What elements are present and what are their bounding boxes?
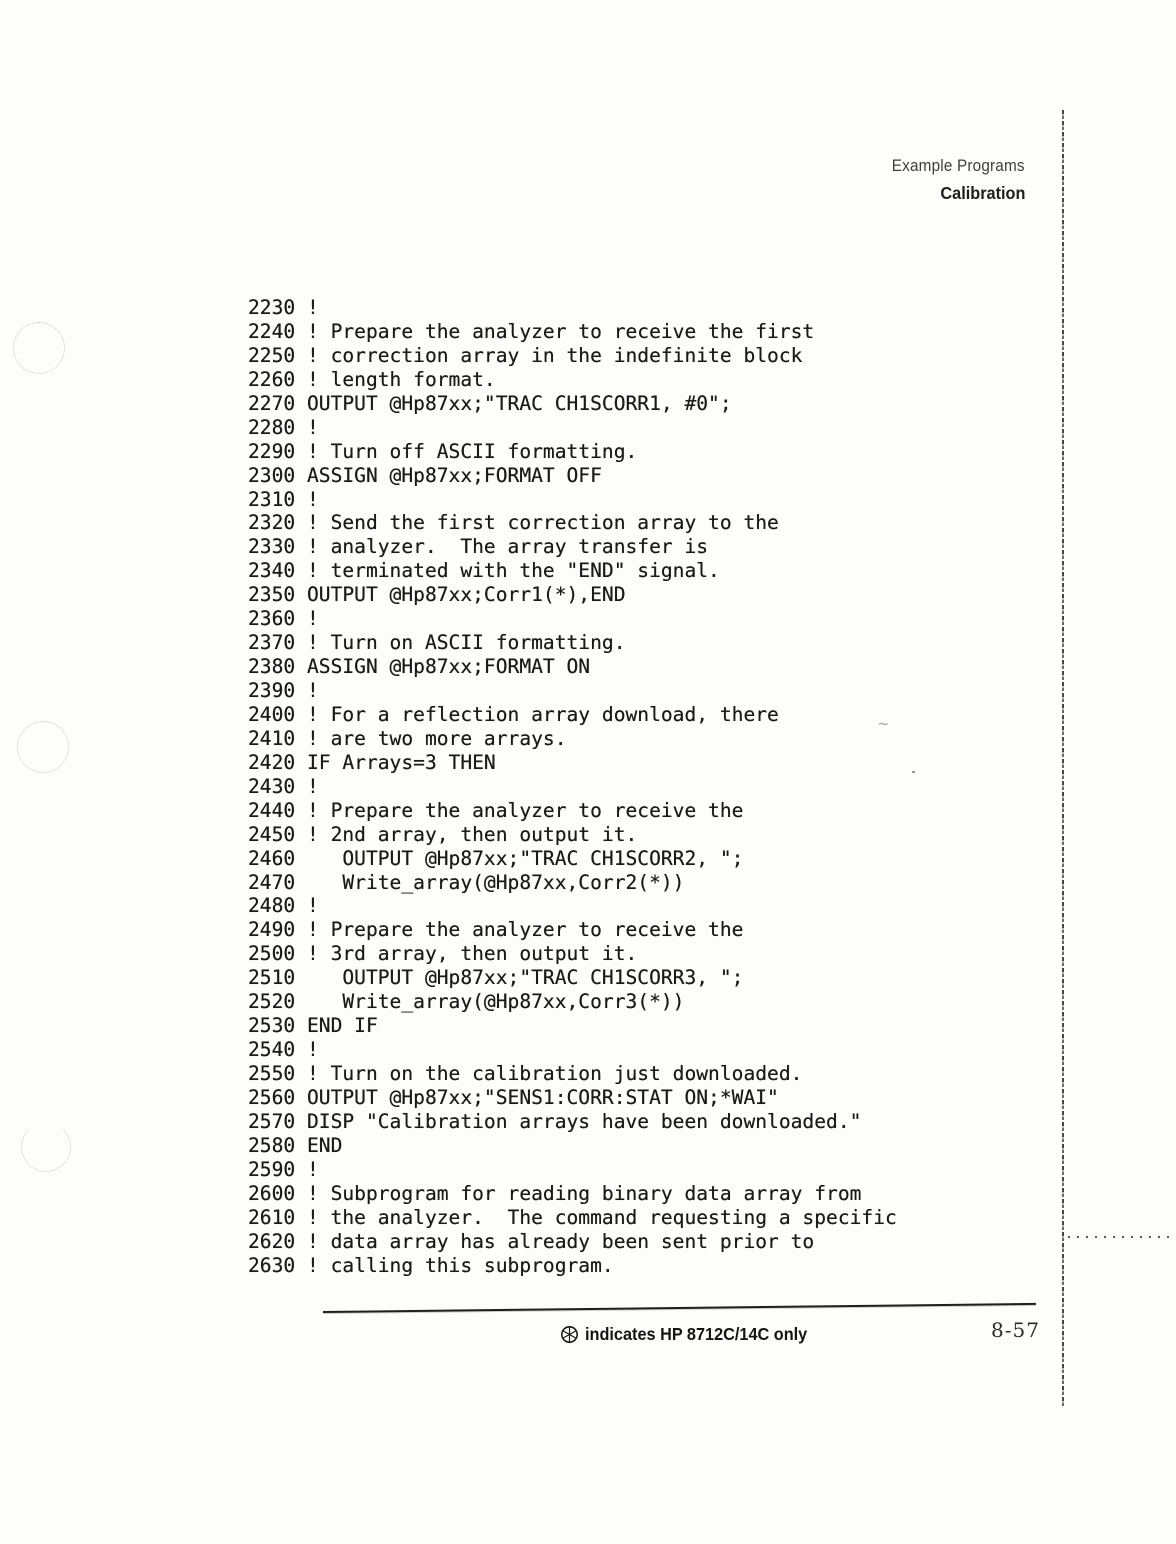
code-line: 2550 ! Turn on the calibration just downloaded. bbox=[248, 1062, 803, 1085]
scan-artifact-speck bbox=[912, 771, 915, 773]
page-edge-vertical-rule bbox=[1062, 110, 1064, 1408]
code-line: 2360 ! bbox=[248, 607, 319, 631]
code-line: 2560 OUTPUT @Hp87xx;"SENS1:CORR:STAT ON;*WAI" bbox=[248, 1085, 779, 1109]
code-line: 2260 ! length format. bbox=[248, 367, 496, 391]
page-edge-dotted-line bbox=[1068, 1236, 1176, 1238]
header-section-name: Example Programs bbox=[892, 156, 1025, 175]
code-line: 2270 OUTPUT @Hp87xx;"TRAC CH1SCORR1, #0"; bbox=[248, 391, 732, 415]
code-line: 2410 ! are two more arrays. bbox=[248, 726, 567, 750]
scan-artifact-circle bbox=[17, 721, 69, 773]
code-line: 2230 ! bbox=[248, 296, 319, 319]
code-line: 2520 Write_array(@Hp87xx,Corr3(*)) bbox=[248, 990, 685, 1014]
code-line: 2340 ! terminated with the "END" signal. bbox=[248, 559, 720, 583]
code-line: 2380 ASSIGN @Hp87xx;FORMAT ON bbox=[248, 655, 591, 679]
page-number: 8-57 bbox=[991, 1318, 1040, 1342]
code-line: 2620 ! data array has already been sent prior to bbox=[248, 1229, 815, 1253]
code-line: 2580 END bbox=[248, 1133, 343, 1157]
footer-rule bbox=[323, 1303, 1036, 1313]
code-line: 2240 ! Prepare the analyzer to receive the first bbox=[248, 319, 815, 343]
code-line: 2350 OUTPUT @Hp87xx;Corr1(*),END bbox=[248, 583, 626, 607]
code-line: 2510 OUTPUT @Hp87xx;"TRAC CH1SCORR3, "; bbox=[248, 966, 744, 990]
code-line: 2480 ! bbox=[248, 894, 319, 918]
code-line: 2430 ! bbox=[248, 774, 319, 798]
code-line: 2470 Write_array(@Hp87xx,Corr2(*)) bbox=[248, 870, 685, 894]
page-header bbox=[877, 155, 1025, 206]
code-line: 2330 ! analyzer. The array transfer is bbox=[248, 535, 709, 559]
code-line: 2460 OUTPUT @Hp87xx;"TRAC CH1SCORR2, "; bbox=[248, 846, 744, 870]
code-line: 2440 ! Prepare the analyzer to receive the bbox=[248, 798, 744, 822]
code-line: 2600 ! Subprogram for reading binary data array from bbox=[248, 1181, 862, 1205]
code-line: 2300 ASSIGN @Hp87xx;FORMAT OFF bbox=[248, 463, 602, 487]
code-line: 2570 DISP "Calibration arrays have been downloaded." bbox=[248, 1109, 862, 1133]
code-line: 2250 ! correction array in the indefinite block bbox=[248, 343, 803, 367]
code-line: 2450 ! 2nd array, then output it. bbox=[248, 822, 638, 846]
code-line: 2420 IF Arrays=3 THEN bbox=[248, 750, 496, 774]
code-line: 2370 ! Turn on ASCII formatting. bbox=[248, 631, 626, 655]
code-line: 2490 ! Prepare the analyzer to receive the bbox=[248, 918, 744, 942]
code-line: 2400 ! For a reflection array download, there bbox=[248, 702, 779, 726]
scan-artifact-circle bbox=[13, 322, 65, 374]
code-line: 2280 ! bbox=[248, 415, 319, 439]
code-line: 2610 ! the analyzer. The command requesting a specific bbox=[248, 1205, 897, 1229]
code-line: 2310 ! bbox=[248, 487, 319, 511]
scan-artifact-circle bbox=[21, 1122, 71, 1172]
footer-note-text: indicates HP 8712C/14C only bbox=[585, 1324, 808, 1344]
code-line: 2390 ! bbox=[248, 679, 319, 702]
code-line: 2540 ! bbox=[248, 1038, 319, 1062]
footer-note bbox=[560, 1324, 824, 1345]
code-line: 2630 ! calling this subprogram. bbox=[248, 1253, 614, 1277]
code-line: 2530 END IF bbox=[248, 1014, 378, 1038]
code-line: 2500 ! 3rd array, then output it. bbox=[248, 942, 638, 966]
code-line: 2320 ! Send the first correction array to the bbox=[248, 511, 779, 535]
scan-artifact-speck: ~ bbox=[878, 714, 889, 734]
code-line: 2590 ! bbox=[248, 1157, 319, 1181]
code-listing bbox=[248, 296, 897, 1277]
header-chapter-title: Calibration bbox=[939, 183, 1025, 203]
code-line: 2290 ! Turn off ASCII formatting. bbox=[248, 439, 638, 463]
circled-asterisk-icon bbox=[560, 1325, 579, 1344]
